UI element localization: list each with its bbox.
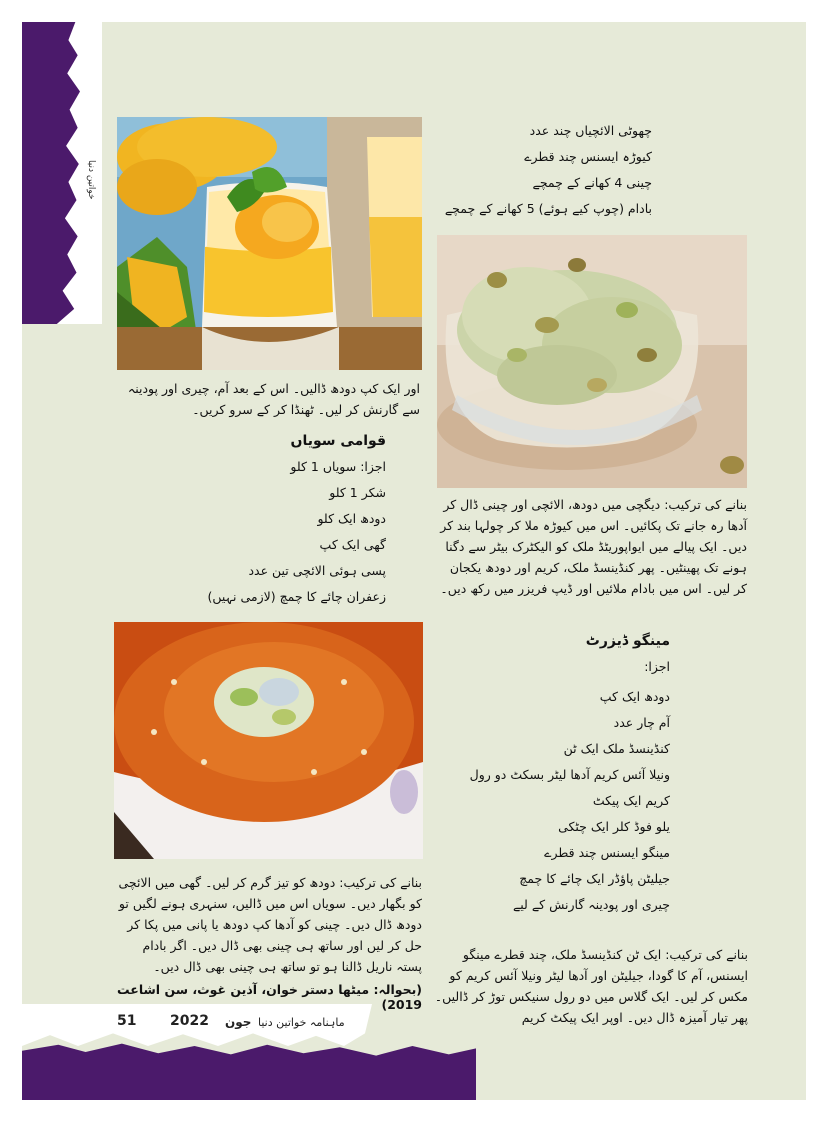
pannacotta-note: اور ایک کپ دودھ ڈالیں۔ اس کے بعد آم، چیری اور پودینہ سے گارنش کر لیں۔ ٹھنڈا کر کے سرو کریں۔ — [127, 381, 420, 417]
side-label: خواتین دنیا — [86, 160, 96, 200]
list-item: چینی 4 کھانے کے چمچے — [532, 175, 652, 190]
footer-year: 2022 — [170, 1013, 209, 1029]
sewaiyan-image — [114, 622, 423, 859]
list-item: پسی ہوئی الائچی تین عدد — [248, 563, 386, 578]
sewaiyan-reference: (بحوالہ: میٹھا دستر خوان، آذین غوث، سن اشاعت 2019) — [117, 982, 422, 1012]
ingredient-list-top — [440, 118, 652, 222]
mango-dessert-method: بنانے کی ترکیب: ایک ٹن کنڈینسڈ ملک، چند قطرے مینگو ایسنس، آم کا گودا، جیلیٹن اور آدھا لیٹر ونیلا آئس کریم کو مکس کر لیں۔ ایک گلاس میں دو رول سنیکس توڑ کر ڈالیں۔ پھر تیار آمیزہ ڈال دیں۔ اوپر ایک پیکٹ کریم — [434, 947, 748, 1025]
list-item: اجزا: سویاں 1 کلو — [290, 459, 386, 474]
list-item: چیری اور پودینہ گارنش کے لیے — [512, 897, 670, 912]
list-item: کریم ایک پیکٹ — [592, 793, 670, 808]
list-item: زعفران چائے کا چمچ (لازمی نہیں) — [207, 589, 386, 604]
list-item: چھوٹی الائچیاں چند عدد — [529, 123, 652, 138]
list-item: دودھ ایک کلو — [317, 511, 386, 526]
mango-dessert-section — [470, 628, 670, 918]
icecream-method: بنانے کی ترکیب: دیگچی میں دودھ، الائچی اور چینی ڈال کر آدھا رہ جانے تک پکائیں۔ اس میں کیوڑہ ملا کر چولہا بند کر دیں۔ ایک پیالے میں ایواپوریٹڈ ملک کو الیکٹرک بیٹر سے دگنا ہونے تک پھینٹیں۔ پھر کنڈینسڈ ملک، کریم اور دودھ یکجان کر لیں۔ اس میں بادام ملائیں اور ڈیپ فریزر میں رکھ دیں۔ — [440, 497, 747, 596]
list-item: جیلیٹن پاؤڈر ایک چائے کا چمچ — [519, 871, 670, 886]
qaumi-sewaiyan-section — [200, 428, 386, 610]
footer-month: جون — [225, 1015, 252, 1029]
list-item: یلو فوڈ کلر ایک چٹکی — [558, 819, 670, 834]
mango-pannacotta-image — [117, 117, 422, 370]
list-item: مینگو ایسنس چند قطرے — [544, 845, 670, 860]
list-item: آم چار عدد — [613, 715, 670, 730]
list-item: کیوڑہ ایسنس چند قطرے — [524, 149, 652, 164]
recipe-title: مینگو ڈیزرٹ — [585, 633, 670, 649]
list-item: بادام (چوپ کیے ہوئے) 5 کھانے کے چمچے — [444, 201, 652, 216]
ingredients-label: اجزا: — [644, 659, 670, 674]
footer-magazine: ماہنامہ خواتین دنیا — [258, 1016, 345, 1029]
sewaiyan-method: بنانے کی ترکیب: دودھ کو تیز گرم کر لیں۔ گھی میں الائچی کو بگھار دیں۔ سویاں اس میں ڈالیں، سنہری ہونے لگیں تو دودھ ڈال دیں۔ چینی کو آدھا کپ دودھ یا پانی میں پکا کر حل کر لیں اور ساتھ ہی چینی بھی ڈال دیں۔ اگر بادام پستہ ناریل ڈالنا ہو تو ساتھ ہی چینی بھی ڈال دیں۔ — [118, 875, 422, 974]
recipe-title: قوامی سویاں — [290, 433, 386, 449]
list-item: ونیلا آئس کریم آدھا لیٹر بسکٹ دو رول — [469, 767, 670, 782]
list-item: دودھ ایک کپ — [599, 689, 670, 704]
list-item: گھی ایک کپ — [319, 537, 386, 552]
list-item: شکر 1 کلو — [329, 485, 386, 500]
page-number: 51 — [117, 1013, 137, 1029]
pistachio-icecream-image — [437, 235, 747, 488]
list-item: کنڈینسڈ ملک ایک ٹن — [563, 741, 670, 756]
